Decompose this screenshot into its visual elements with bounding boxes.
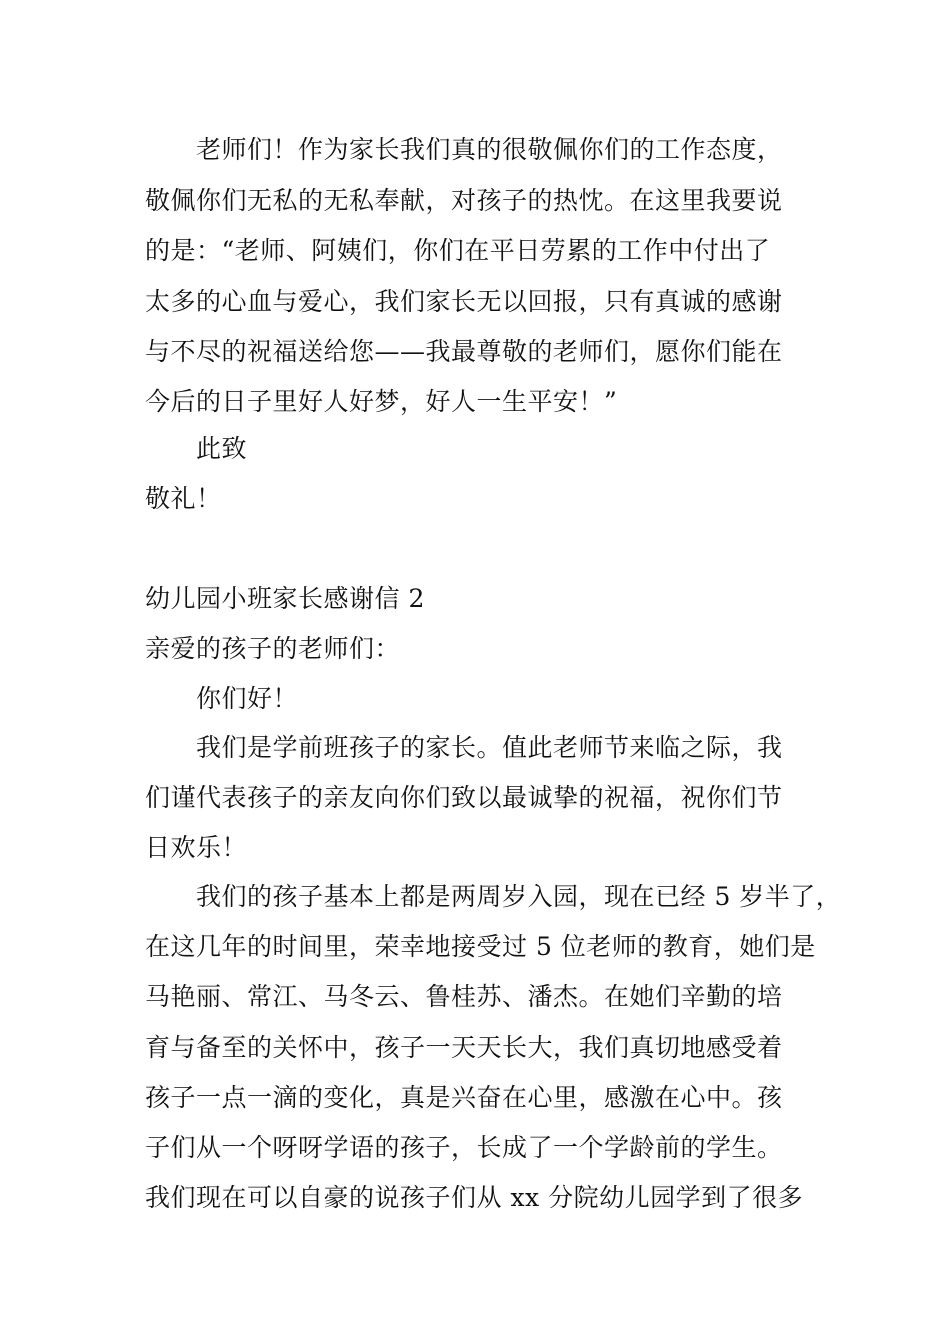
letter2-para2-line-3: 马艳丽、常江、马冬云、鲁桂苏、潘杰。在她们辛勤的培 [145, 982, 783, 1011]
letter1-line-1: 老师们！作为家长我们真的很敬佩你们的工作态度， [196, 135, 783, 164]
letter1-line-3: 的是：“老师、阿姨们，你们在平日劳累的工作中付出了 [145, 236, 771, 265]
letter2-para1-line-1: 我们是学前班孩子的家长。值此老师节来临之际，我 [196, 733, 783, 762]
letter2-para1-line-3: 日欢乐！ [145, 833, 248, 862]
letter2-para2-line-4: 育与备至的关怀中，孩子一天天长大，我们真切地感受着 [145, 1033, 783, 1062]
letter1-line-6: 今后的日子里好人好梦，好人一生平安！” [145, 387, 618, 416]
letter1-salute: 敬礼！ [145, 484, 222, 513]
letter1-closing: 此致 [196, 434, 248, 463]
letter1-line-2: 敬佩你们无私的无私奉献，对孩子的热忱。在这里我要说 [145, 186, 783, 215]
letter1-line-4: 太多的心血与爱心，我们家长无以回报，只有真诚的感谢 [145, 287, 783, 316]
letter2-para1-line-2: 们谨代表孩子的亲友向你们致以最诚挚的祝福，祝你们节 [145, 783, 783, 812]
letter2-para2-line-2: 在这几年的时间里，荣幸地接受过 5 位老师的教育，她们是 [145, 932, 816, 961]
letter2-greeting: 亲爱的孩子的老师们： [145, 634, 401, 663]
letter2-para2-line-1: 我们的孩子基本上都是两周岁入园，现在已经 5 岁半了， [196, 882, 842, 911]
letter2-hello: 你们好！ [196, 684, 299, 713]
letter2-para2-line-7: 我们现在可以自豪的说孩子们从 xx 分院幼儿园学到了很多 [145, 1183, 804, 1212]
letter2-para2-line-5: 孩子一点一滴的变化，真是兴奋在心里，感激在心中。孩 [145, 1083, 783, 1112]
letter1-line-5: 与不尽的祝福送给您——我最尊敬的老师们，愿你们能在 [145, 337, 783, 366]
letter2-title: 幼儿园小班家长感谢信 2 [145, 584, 425, 613]
letter2-para2-line-6: 子们从一个呀呀学语的孩子，长成了一个学龄前的学生。 [145, 1133, 783, 1162]
